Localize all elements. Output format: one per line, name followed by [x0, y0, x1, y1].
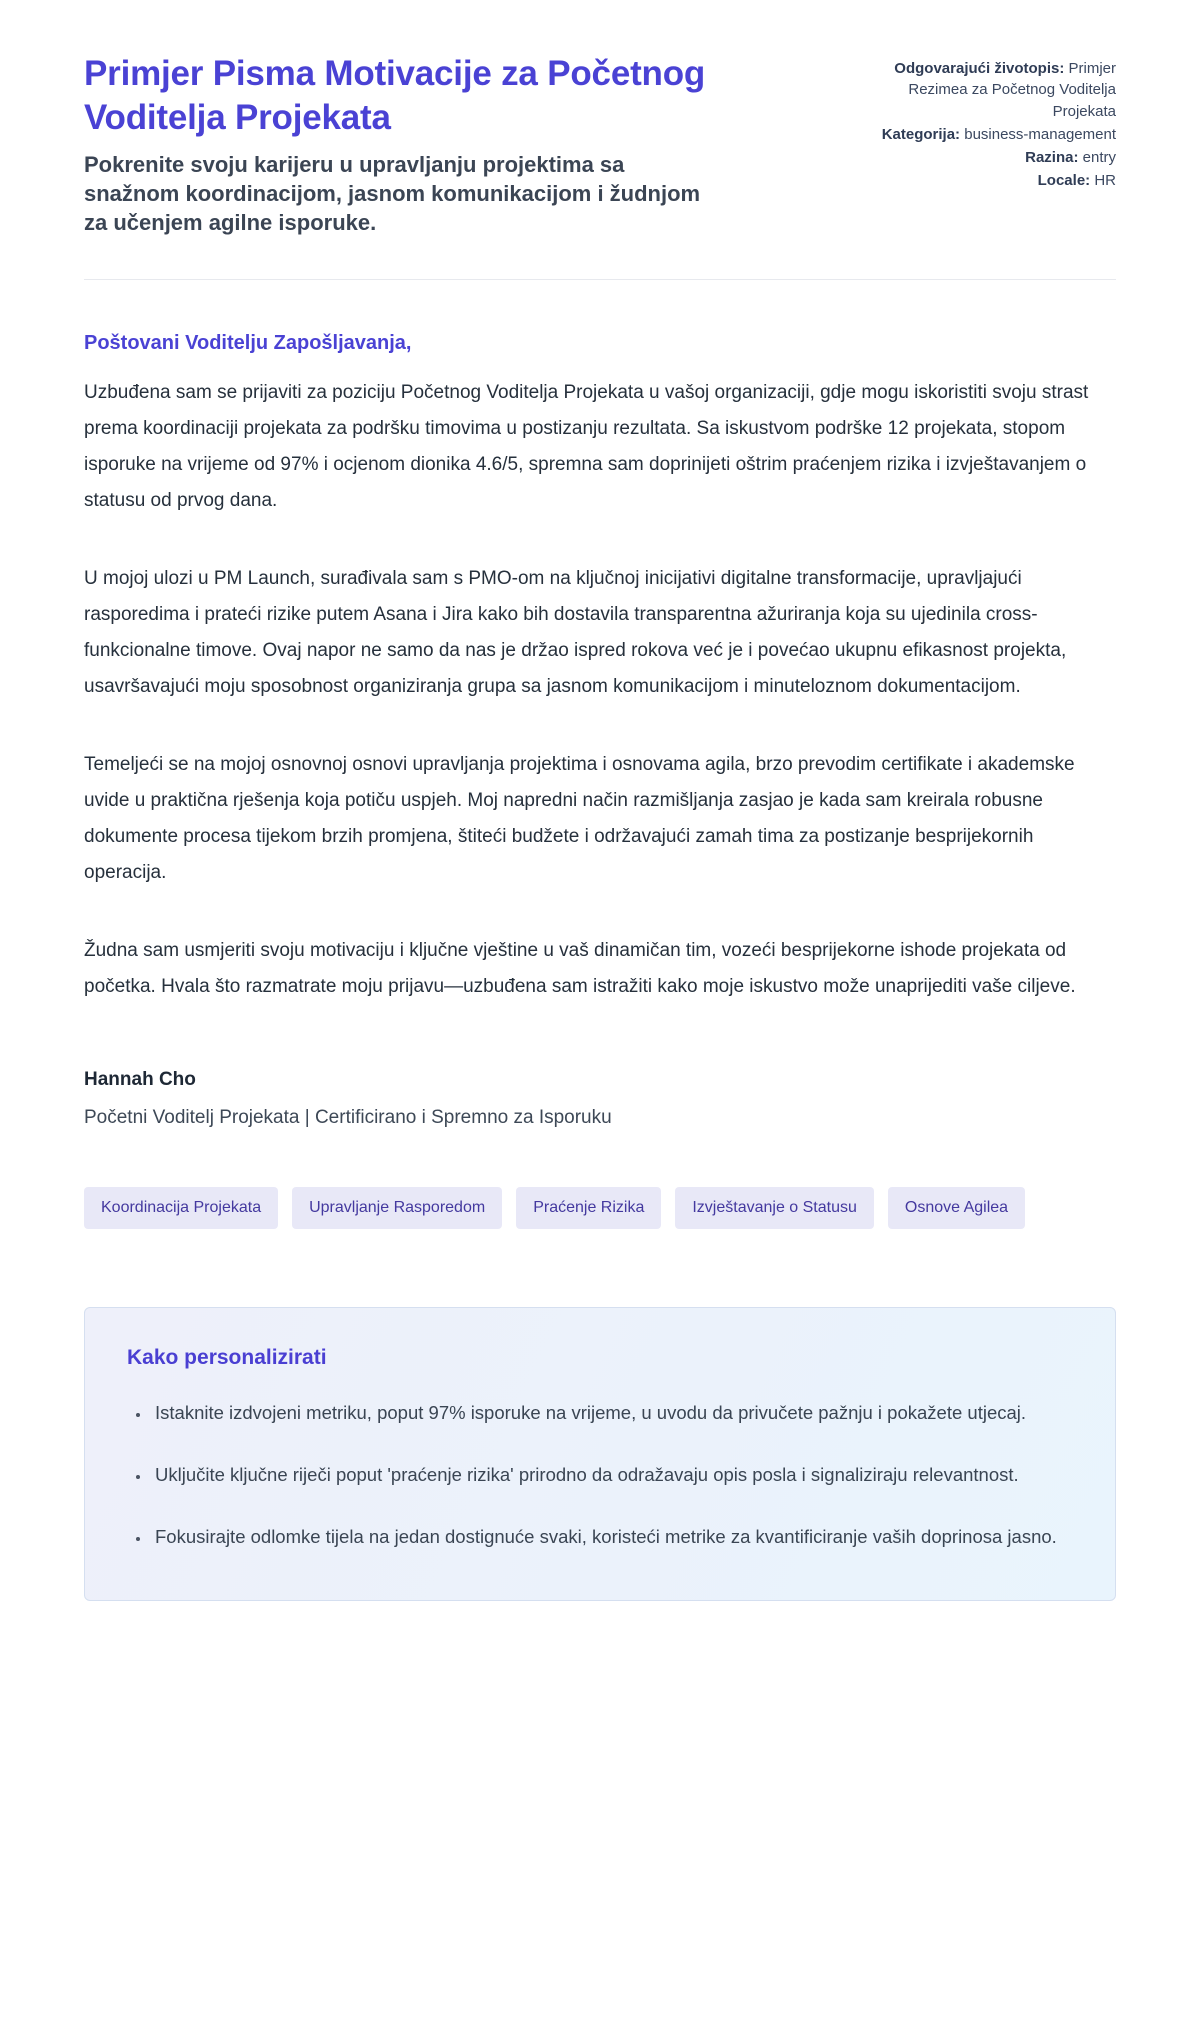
- meta-value: entry: [1082, 149, 1116, 167]
- meta-value: Primjer Rezimea za Početnog Voditelja Projekata: [908, 60, 1116, 120]
- meta-label: Locale:: [1037, 172, 1091, 190]
- meta-value: business-management: [964, 125, 1116, 143]
- page-title: Primjer Pisma Motivacije za Početnog Voditelja Projekata: [84, 54, 706, 138]
- tag-pracenje-rizika[interactable]: Praćenje Rizika: [516, 1187, 661, 1229]
- tag-koordinacija-projekata[interactable]: Koordinacija Projekata: [84, 1187, 278, 1229]
- tag-upravljanje-rasporedom[interactable]: Upravljanje Rasporedom: [292, 1187, 502, 1229]
- letter-greeting: Poštovani Voditelju Zapošljavanja,: [84, 332, 412, 355]
- header-divider: [84, 279, 1116, 280]
- header-title-block: [84, 52, 724, 237]
- meta-locale: [864, 170, 1116, 191]
- meta-value: HR: [1094, 172, 1116, 190]
- tips-title: Kako personalizirati: [127, 1346, 327, 1370]
- signature-name: Hannah Cho: [84, 1069, 196, 1091]
- page-subtitle: Pokrenite svoju karijeru u upravljanju projektima sa snažnom koordinacijom, jasnom komunikacijom i žudnjom za učenjem agilne isporuke.: [84, 152, 701, 236]
- letter-paragraph: U mojoj ulozi u PM Launch, surađivala sam s PMO-om na ključnoj inicijativi digitalne transformacije, upravljajući rasporedima i prateći rizike putem Asana i Jira kako bih dostavila transparentna ažuriranja koja su ujedinila cross-funkcionalne timove. Ovaj napor ne samo da nas je držao ispred rokova već je i povećao ukupnu efikasnost projekta, usavršavajući moju sposobnost organiziranja grupa sa jasnom komunikacijom i minuteloznom dokumentacijom.: [84, 568, 1067, 698]
- meta-category: [864, 124, 1116, 145]
- meta-label: Razina:: [1025, 149, 1079, 167]
- tag-izvjestavanje-o-statusu[interactable]: Izvještavanje o Statusu: [675, 1187, 874, 1229]
- skill-tags: [84, 1187, 1084, 1229]
- tip-item: • Istaknite izdvojeni metriku, poput 97% isporuke na vrijeme, u uvodu da privučete pažnju i pokažete utjecaj.: [151, 1396, 1073, 1430]
- tip-item: • Uključite ključne riječi poput 'praćenje rizika' prirodno da odražavaju opis posla i signaliziraju relevantnost.: [151, 1458, 1073, 1492]
- tag-osnove-agilea[interactable]: Osnove Agilea: [888, 1187, 1025, 1229]
- meta-label: Kategorija:: [881, 125, 961, 143]
- tip-item: • Fokusirajte odlomke tijela na jedan dostignuće svaki, koristeći metrike za kvantificiranje vaših doprinosa jasno.: [151, 1520, 1073, 1554]
- letter-paragraph: Uzbuđena sam se prijaviti za poziciju Početnog Voditelja Projekata u vašoj organizaciji, gdje mogu iskoristiti svoju strast prema koordinaciji projekata za podršku timovima u postizanju rezultata. Sa iskustvom podrške 12 projekata, stopom isporuke na vrijeme od 97% i ocjenom dionika 4.6/5, spremna sam doprinijeti oštrim praćenjem rizika i izvještavanjem o statusu od prvog dana.: [84, 382, 1089, 512]
- meta-level: [864, 147, 1116, 168]
- letter-paragraph: Žudna sam usmjeriti svoju motivaciju i ključne vještine u vaš dinamičan tim, vozeći besprijekorne ishode projekata od početka. Hvala što razmatrate moju prijavu—uzbuđena sam istražiti kako moje iskustvo može unaprijediti vaše ciljeve.: [84, 940, 1076, 998]
- personalization-tips-box: [84, 1307, 1116, 1601]
- letter-body: [84, 332, 1116, 1129]
- page-header: [84, 52, 1116, 237]
- meta-label: Odgovarajući životopis:: [894, 60, 1065, 77]
- signature-title: Početni Voditelj Projekata | Certificirano i Spremno za Isporuku: [84, 1107, 612, 1129]
- meta-matching-resume: [864, 58, 1116, 122]
- meta-block: [864, 52, 1116, 237]
- letter-paragraph: Temeljeći se na mojoj osnovnoj osnovi upravljanja projektima i osnovama agila, brzo prevodim certifikate i akademske uvide u praktična rješenja koja potiču uspjeh. Moj napredni način razmišljanja zasjao je kada sam kreirala robusne dokumente procesa tijekom brzih promjena, štiteći budžete i održavajući zamah tima za postizanje besprijekornih operacija.: [84, 754, 1075, 884]
- tips-list: [127, 1396, 1073, 1554]
